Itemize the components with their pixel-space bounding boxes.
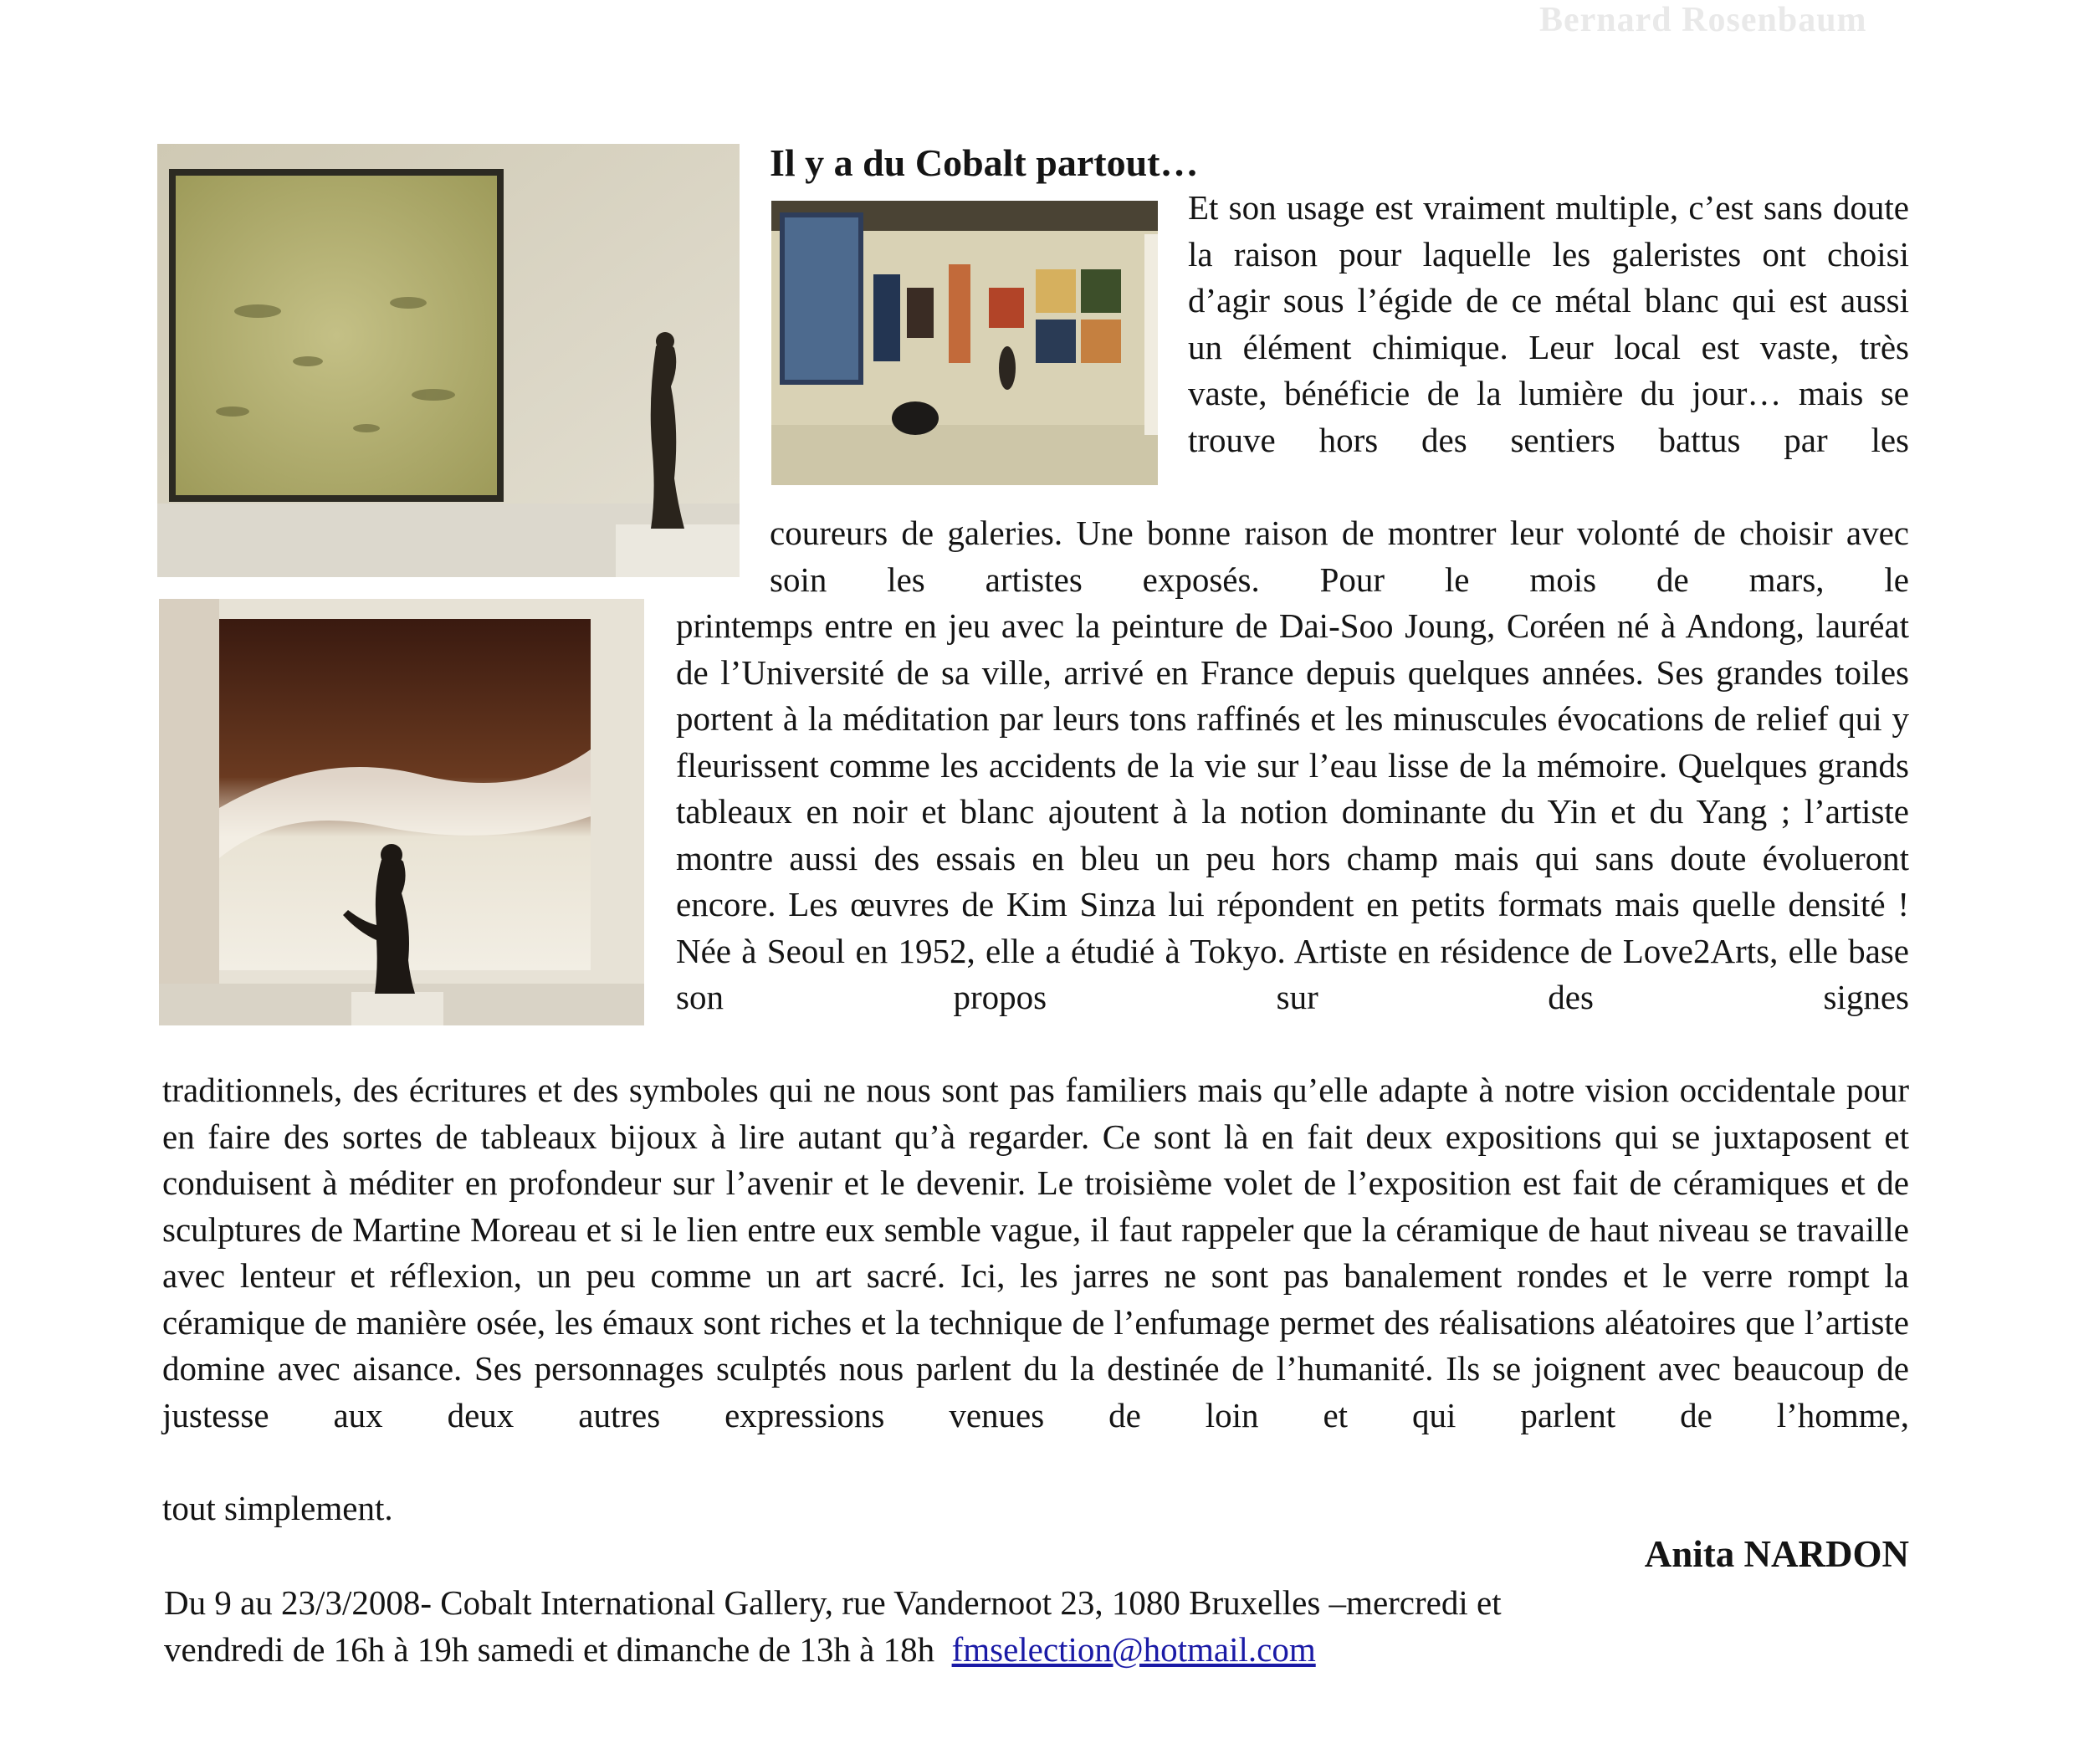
article-paragraph-continued-1: coureurs de galeries. Une bonne raison de montrer leur volonté de choisir avec soin les artistes exposés. Pour le mois de mars, le [770, 514, 1909, 599]
article-paragraph-closing: tout simplement. [162, 1489, 393, 1527]
exhibition-info-line-1: Du 9 au 23/3/2008- Cobalt International Gallery, rue Vandernoot 23, 1080 Bruxelles –mercredi et [164, 1583, 1502, 1622]
exhibition-hours: vendredi de 16h à 19h samedi et dimanche de 13h à 18h [164, 1630, 935, 1669]
exhibition-info [164, 1579, 1502, 1673]
gallery-photo-2-image [771, 201, 1158, 485]
contact-email-link[interactable]: fmselection@hotmail.com [951, 1630, 1316, 1669]
watermark-text: Bernard Rosenbaum [1539, 1, 1867, 39]
article-author: Anita NARDON [1644, 1533, 1909, 1575]
gallery-photo-3-image [159, 599, 644, 1025]
exhibition-info-line-2 [164, 1626, 1502, 1673]
article-paragraph-intro: Et son usage est vraiment multiple, c’est sans doute la raison pour laquelle les galeristes ont choisi d’agir sous l’égide de ce métal blanc qui est aussi un élément chimique. Leur local est vaste, très vaste, bénéficie de la lumière du jour… mais se trouve hors des sentiers battus par les [1188, 188, 1909, 459]
article-title: Il y a du Cobalt partout… [770, 141, 1199, 184]
article-paragraph-continued-2: printemps entre en jeu avec la peinture de Dai-Soo Joung, Coréen né à Andong, lauréat de l’Université de sa ville, arrivé en France depuis quelques années. Ses grandes toiles portent à la méditation par leurs tons raffinés et les minuscules évocations de relief qui y fleurissent comme les accidents de la vie sur l’eau lisse de la mémoire. Quelques grands tableaux en noir et blanc ajoutent à la notion dominante du Yin et du Yang ; l’artiste montre aussi des essais en bleu un peu hors champ mais qui sans doute évolueront encore. Les œuvres de Kim Sinza lui répondent en petits formats mais quelle densité ! Née à Seoul en 1952, elle a étudié à Tokyo. Artiste en résidence de Love2Arts, elle base son propos sur des signes [676, 606, 1909, 1016]
gallery-photo-room [771, 201, 1158, 485]
article-paragraph-continued-3: traditionnels, des écritures et des symboles qui ne nous sont pas familiers mais qu’elle adapte à notre vision occidentale pour en faire des sortes de tableaux bijoux à lire autant qu’à regarder. Ce sont là en fait deux expositions qui se juxtaposent et conduisent à méditer en profondeur sur l’avenir et le devenir. Le troisième volet de l’exposition est fait de céramiques et de sculptures de Martine Moreau et si le lien entre eux semble vague, il faut rappeler que la céramique de haut niveau se travaille avec lenteur et réflexion, un peu comme un art sacré. Ici, les jarres ne sont pas banalement rondes et le verre rompt la céramique de manière osée, les émaux sont riches et la technique de l’enfumage permet des réalisations aléatoires que l’artiste domine avec aisance. Ses personnages sculptés nous parlent du la destinée de l’humanité. Ils se joignent avec beaucoup de justesse aux deux autres expressions venues de loin et qui parlent de l’homme, [162, 1071, 1909, 1434]
gallery-photo-painting-sculpture [157, 144, 740, 577]
gallery-photo-large-painting [159, 599, 644, 1025]
gallery-photo-1-image [157, 144, 740, 577]
